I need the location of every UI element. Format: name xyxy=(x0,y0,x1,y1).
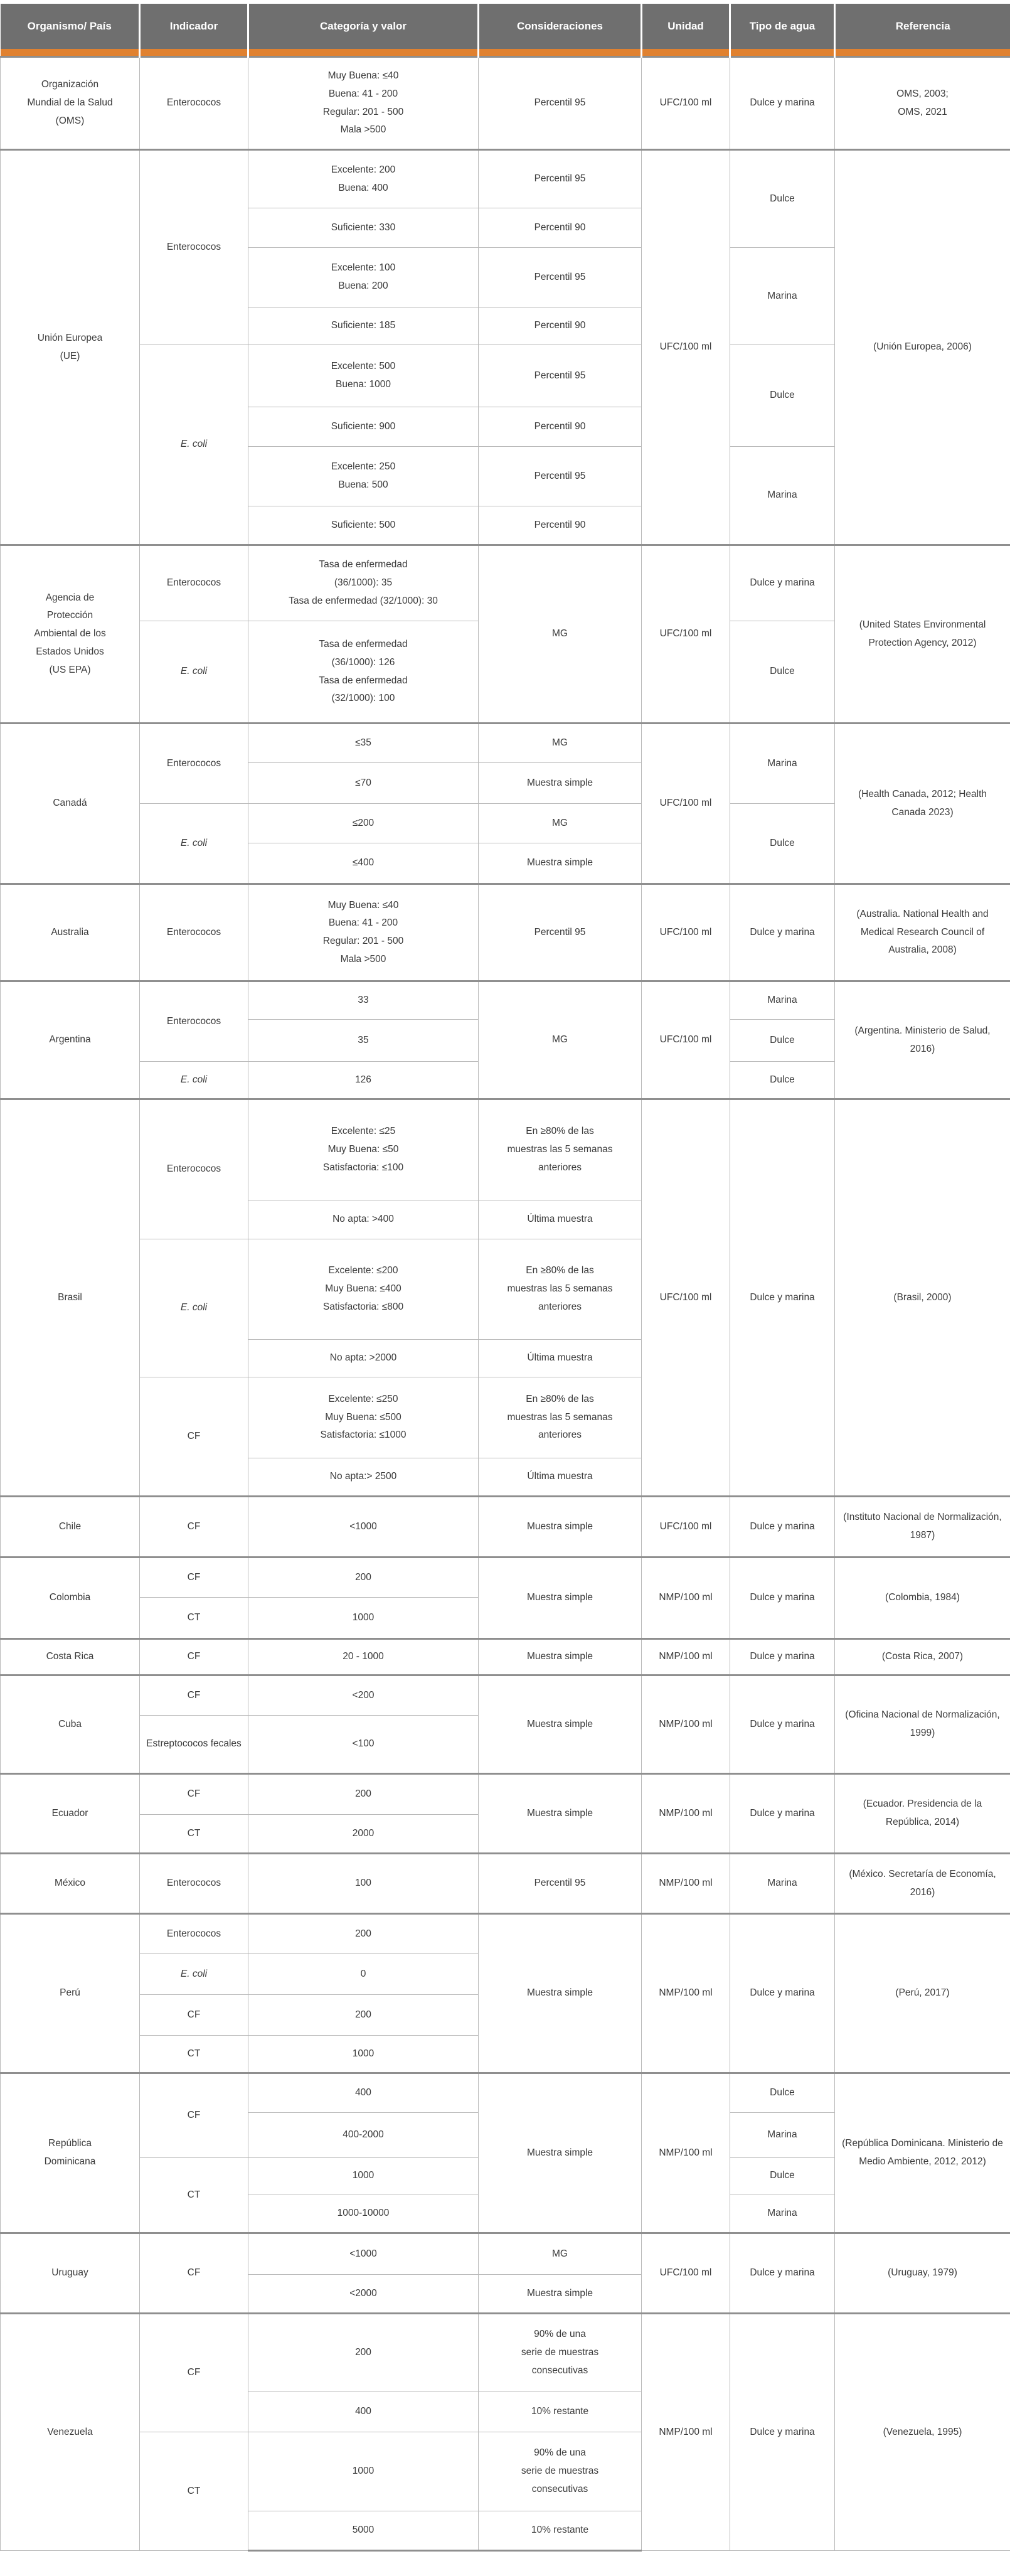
org-cell: Uruguay xyxy=(1,2233,140,2314)
org-cell: Venezuela xyxy=(1,2314,140,2551)
accent-stripe xyxy=(642,49,730,57)
table-cell: NMP/100 ml xyxy=(642,1854,730,1914)
table-cell: CF xyxy=(140,1558,248,1598)
table-cell: CF xyxy=(140,1995,248,2036)
table-cell: No apta:> 2500 xyxy=(248,1458,479,1497)
table-cell: Dulce y marina xyxy=(730,1774,835,1854)
table-cell: E. coli xyxy=(140,804,248,884)
table-cell: Dulce y marina xyxy=(730,1639,835,1675)
table-row xyxy=(1,545,1010,621)
table-cell: Suficiente: 330 xyxy=(248,208,479,248)
table-cell: Última muestra xyxy=(479,1458,642,1497)
table-cell: Enterococos xyxy=(140,981,248,1062)
table-cell: UFC/100 ml xyxy=(642,2233,730,2314)
table-cell: CF xyxy=(140,1774,248,1815)
reference-cell: (Argentina. Ministerio de Salud, 2016) xyxy=(835,981,1010,1099)
table-cell: NMP/100 ml xyxy=(642,1558,730,1639)
table-cell: NMP/100 ml xyxy=(642,2314,730,2551)
table-cell: Dulce y marina xyxy=(730,1558,835,1639)
table-cell: 20 - 1000 xyxy=(248,1639,479,1675)
table-cell: 1000-10000 xyxy=(248,2194,479,2233)
column-header: Referencia xyxy=(835,4,1010,49)
table-cell: Muestra simple xyxy=(479,1497,642,1558)
table-row xyxy=(1,1854,1010,1914)
table-cell: 200 xyxy=(248,1558,479,1598)
table-cell: En ≥80% de las muestras las 5 semanas anteriores xyxy=(479,1377,642,1458)
reference-cell: (Unión Europea, 2006) xyxy=(835,150,1010,545)
table-cell: <200 xyxy=(248,1675,479,1716)
table-cell: E. coli xyxy=(140,1239,248,1377)
table-cell: Percentil 95 xyxy=(479,345,642,407)
table-cell: E. coli xyxy=(140,621,248,724)
table-cell: Enterococos xyxy=(140,545,248,621)
table-cell: No apta: >2000 xyxy=(248,1340,479,1377)
table-cell: UFC/100 ml xyxy=(642,150,730,545)
table-cell: Muestra simple xyxy=(479,1639,642,1675)
column-header: Indicador xyxy=(140,4,248,49)
table-row xyxy=(1,1099,1010,1200)
table-cell: MG xyxy=(479,981,642,1099)
accent-stripe xyxy=(835,49,1010,57)
table-cell: 200 xyxy=(248,1914,479,1954)
column-header: Unidad xyxy=(642,4,730,49)
table-cell: Dulce y marina xyxy=(730,1497,835,1558)
table-cell: Percentil 90 xyxy=(479,307,642,345)
table-cell: UFC/100 ml xyxy=(642,57,730,150)
reference-cell: (Perú, 2017) xyxy=(835,1914,1010,2073)
table-cell: En ≥80% de las muestras las 5 semanas anteriores xyxy=(479,1239,642,1340)
table-cell: CT xyxy=(140,2432,248,2551)
table-cell: UFC/100 ml xyxy=(642,545,730,724)
table-cell: Suficiente: 185 xyxy=(248,307,479,345)
table-cell: 1000 xyxy=(248,2158,479,2194)
accent-stripe xyxy=(140,49,248,57)
org-cell: Chile xyxy=(1,1497,140,1558)
table-cell: Enterococos xyxy=(140,1914,248,1954)
table-cell: NMP/100 ml xyxy=(642,1639,730,1675)
table-cell: Dulce xyxy=(730,2158,835,2194)
table-cell: CF xyxy=(140,2314,248,2432)
accent-stripe xyxy=(730,49,835,57)
table-row xyxy=(1,2314,1010,2392)
reference-cell: (Instituto Nacional de Normalización, 1987) xyxy=(835,1497,1010,1558)
table-cell: Marina xyxy=(730,2194,835,2233)
table-cell: Excelente: ≤200 Muy Buena: ≤400 Satisfactoria: ≤800 xyxy=(248,1239,479,1340)
table-cell: Dulce xyxy=(730,621,835,724)
table-cell: Muestra simple xyxy=(479,843,642,884)
table-cell: No apta: >400 xyxy=(248,1200,479,1239)
table-cell: Excelente: 250 Buena: 500 xyxy=(248,447,479,506)
table-cell: Marina xyxy=(730,447,835,545)
page xyxy=(0,4,1010,2576)
reference-cell: (Venezuela, 1995) xyxy=(835,2314,1010,2551)
table-cell: 1000 xyxy=(248,2036,479,2073)
table-cell: NMP/100 ml xyxy=(642,2073,730,2233)
table-cell: Dulce xyxy=(730,1020,835,1062)
table-cell: NMP/100 ml xyxy=(642,1675,730,1774)
table-cell: Suficiente: 900 xyxy=(248,407,479,447)
org-cell: Unión Europea (UE) xyxy=(1,150,140,545)
table-row xyxy=(1,1774,1010,1815)
table-cell: CT xyxy=(140,2036,248,2073)
table-cell: UFC/100 ml xyxy=(642,981,730,1099)
org-cell: Cuba xyxy=(1,1675,140,1774)
table-cell: CF xyxy=(140,1377,248,1497)
org-cell: Canadá xyxy=(1,724,140,884)
table-cell: MG xyxy=(479,804,642,843)
accent-stripe xyxy=(479,49,642,57)
table-cell: Marina xyxy=(730,248,835,345)
table-cell: Última muestra xyxy=(479,1200,642,1239)
table-cell: CF xyxy=(140,1497,248,1558)
table-cell: Marina xyxy=(730,724,835,804)
table-cell: UFC/100 ml xyxy=(642,724,730,884)
table-cell: Percentil 95 xyxy=(479,150,642,208)
table-cell: En ≥80% de las muestras las 5 semanas anteriores xyxy=(479,1099,642,1200)
table-cell: Dulce xyxy=(730,1062,835,1099)
table-cell: Dulce xyxy=(730,345,835,447)
table-cell: CF xyxy=(140,1675,248,1716)
table-cell: <1000 xyxy=(248,1497,479,1558)
table-cell: Muestra simple xyxy=(479,1675,642,1774)
table-cell: MG xyxy=(479,2233,642,2275)
table-row xyxy=(1,1558,1010,1598)
table-row xyxy=(1,1914,1010,1954)
reference-cell: (United States Environmental Protection Agency, 2012) xyxy=(835,545,1010,724)
table-cell: Excelente: 500 Buena: 1000 xyxy=(248,345,479,407)
reference-cell: (México. Secretaría de Economía, 2016) xyxy=(835,1854,1010,1914)
table-cell: Percentil 95 xyxy=(479,57,642,150)
table-cell: Última muestra xyxy=(479,1340,642,1377)
accent-stripe xyxy=(1,49,140,57)
table-cell: Excelente: 200 Buena: 400 xyxy=(248,150,479,208)
table-cell: CF xyxy=(140,2073,248,2158)
table-cell: Dulce y marina xyxy=(730,1675,835,1774)
table-cell: Marina xyxy=(730,2113,835,2158)
table-cell: <2000 xyxy=(248,2275,479,2314)
table-row xyxy=(1,150,1010,208)
table-cell: 5000 xyxy=(248,2511,479,2551)
org-cell: Ecuador xyxy=(1,1774,140,1854)
table-cell: Tasa de enfermedad (36/1000): 35 Tasa de enfermedad (32/1000): 30 xyxy=(248,545,479,621)
table-cell: 33 xyxy=(248,981,479,1020)
table-cell: Muestra simple xyxy=(479,2275,642,2314)
table-cell: E. coli xyxy=(140,345,248,545)
table-cell: Tasa de enfermedad (36/1000): 126 Tasa de enfermedad (32/1000): 100 xyxy=(248,621,479,724)
table-cell: Percentil 95 xyxy=(479,248,642,307)
table-cell: Excelente: ≤25 Muy Buena: ≤50 Satisfactoria: ≤100 xyxy=(248,1099,479,1200)
org-cell: Australia xyxy=(1,884,140,981)
table-cell: UFC/100 ml xyxy=(642,1099,730,1497)
table-cell: Estreptococos fecales xyxy=(140,1716,248,1774)
table-cell: 1000 xyxy=(248,2432,479,2511)
org-cell: Brasil xyxy=(1,1099,140,1497)
table-row xyxy=(1,981,1010,1020)
table-cell: Enterococos xyxy=(140,1854,248,1914)
table-cell: Muestra simple xyxy=(479,1914,642,2073)
table-cell: CF xyxy=(140,1639,248,1675)
table-cell: Dulce y marina xyxy=(730,884,835,981)
table-cell: Percentil 95 xyxy=(479,884,642,981)
table-cell: 400 xyxy=(248,2392,479,2432)
org-cell: República Dominicana xyxy=(1,2073,140,2233)
table-cell: Enterococos xyxy=(140,724,248,804)
reference-cell: (República Dominicana. Ministerio de Medio Ambiente, 2012, 2012) xyxy=(835,2073,1010,2233)
table-cell: Enterococos xyxy=(140,884,248,981)
table-row xyxy=(1,1497,1010,1558)
table-cell: Dulce xyxy=(730,2073,835,2113)
table-cell: <100 xyxy=(248,1716,479,1774)
table-cell: Percentil 90 xyxy=(479,506,642,545)
org-cell: Costa Rica xyxy=(1,1639,140,1675)
table-cell: 126 xyxy=(248,1062,479,1099)
table-cell: NMP/100 ml xyxy=(642,1774,730,1854)
table-cell: Suficiente: 500 xyxy=(248,506,479,545)
table-row xyxy=(1,57,1010,150)
reference-cell: (Brasil, 2000) xyxy=(835,1099,1010,1497)
table-cell: ≤200 xyxy=(248,804,479,843)
table-cell: <1000 xyxy=(248,2233,479,2275)
table-cell: Enterococos xyxy=(140,57,248,150)
reference-cell: (Uruguay, 1979) xyxy=(835,2233,1010,2314)
table-cell: E. coli xyxy=(140,1062,248,1099)
table-cell: Enterococos xyxy=(140,150,248,345)
table-cell: ≤35 xyxy=(248,724,479,763)
column-header: Organismo/ País xyxy=(1,4,140,49)
table-cell: 1000 xyxy=(248,1598,479,1639)
reference-cell: (Colombia, 1984) xyxy=(835,1558,1010,1639)
table-cell: 35 xyxy=(248,1020,479,1062)
table-cell: MG xyxy=(479,724,642,763)
table-cell: Excelente: ≤250 Muy Buena: ≤500 Satisfactoria: ≤1000 xyxy=(248,1377,479,1458)
table-cell: 2000 xyxy=(248,1815,479,1854)
table-cell: ≤400 xyxy=(248,843,479,884)
table-cell: Percentil 90 xyxy=(479,208,642,248)
header-row xyxy=(1,4,1010,49)
table-cell: 200 xyxy=(248,2314,479,2392)
org-cell: Argentina xyxy=(1,981,140,1099)
table-cell: Percentil 95 xyxy=(479,1854,642,1914)
org-cell: México xyxy=(1,1854,140,1914)
table-cell: 90% de una serie de muestras consecutivas xyxy=(479,2432,642,2511)
table-cell: Muestra simple xyxy=(479,1558,642,1639)
table-cell: Muestra simple xyxy=(479,2073,642,2233)
column-header: Tipo de agua xyxy=(730,4,835,49)
reference-cell: OMS, 2003; OMS, 2021 xyxy=(835,57,1010,150)
column-header: Consideraciones xyxy=(479,4,642,49)
table-row xyxy=(1,2233,1010,2275)
table-cell: 10% restante xyxy=(479,2392,642,2432)
table-cell: Marina xyxy=(730,1854,835,1914)
table-cell: 10% restante xyxy=(479,2511,642,2551)
org-cell: Perú xyxy=(1,1914,140,2073)
table-cell: Dulce y marina xyxy=(730,57,835,150)
table-cell: Percentil 90 xyxy=(479,407,642,447)
reference-cell: (Health Canada, 2012; Health Canada 2023) xyxy=(835,724,1010,884)
table-cell: Dulce y marina xyxy=(730,545,835,621)
table-cell: Dulce xyxy=(730,150,835,248)
table-row xyxy=(1,724,1010,763)
table-cell: Muestra simple xyxy=(479,763,642,804)
org-cell: Organización Mundial de la Salud (OMS) xyxy=(1,57,140,150)
table-cell: Excelente: 100 Buena: 200 xyxy=(248,248,479,307)
reference-cell: (Ecuador. Presidencia de la República, 2014) xyxy=(835,1774,1010,1854)
reference-cell: (Oficina Nacional de Normalización, 1999) xyxy=(835,1675,1010,1774)
table-cell: CT xyxy=(140,1598,248,1639)
table-cell: 0 xyxy=(248,1954,479,1995)
table-cell: E. coli xyxy=(140,1954,248,1995)
table-row xyxy=(1,1675,1010,1716)
table-cell: ≤70 xyxy=(248,763,479,804)
table-cell: Dulce y marina xyxy=(730,1914,835,2073)
table-cell: Muy Buena: ≤40 Buena: 41 - 200 Regular: 201 - 500 Mala >500 xyxy=(248,57,479,150)
table-cell: CT xyxy=(140,2158,248,2233)
table-cell: 200 xyxy=(248,1774,479,1815)
table-cell: NMP/100 ml xyxy=(642,1914,730,2073)
table-cell: UFC/100 ml xyxy=(642,1497,730,1558)
water-quality-standards-table xyxy=(0,4,1010,2552)
reference-cell: (Costa Rica, 2007) xyxy=(835,1639,1010,1675)
table-cell: 400 xyxy=(248,2073,479,2113)
table-cell: Enterococos xyxy=(140,1099,248,1239)
table-cell: Percentil 95 xyxy=(479,447,642,506)
table-cell: UFC/100 ml xyxy=(642,884,730,981)
column-header: Categoría y valor xyxy=(248,4,479,49)
table-cell: Dulce y marina xyxy=(730,2233,835,2314)
table-cell: Muestra simple xyxy=(479,1774,642,1854)
table-cell: Dulce y marina xyxy=(730,2314,835,2551)
accent-stripe xyxy=(248,49,479,57)
org-cell: Colombia xyxy=(1,1558,140,1639)
table-cell: 100 xyxy=(248,1854,479,1914)
table-row xyxy=(1,2073,1010,2113)
table-row xyxy=(1,884,1010,981)
table-cell: Dulce y marina xyxy=(730,1099,835,1497)
table-row xyxy=(1,1639,1010,1675)
table-cell: CT xyxy=(140,1815,248,1854)
table-cell: CF xyxy=(140,2233,248,2314)
org-cell: Agencia de Protección Ambiental de los Estados Unidos (US EPA) xyxy=(1,545,140,724)
table-cell: Dulce xyxy=(730,804,835,884)
table-cell: 400-2000 xyxy=(248,2113,479,2158)
table-cell: 90% de una serie de muestras consecutivas xyxy=(479,2314,642,2392)
reference-cell: (Australia. National Health and Medical Research Council of Australia, 2008) xyxy=(835,884,1010,981)
table-cell: MG xyxy=(479,545,642,724)
accent-stripe-row xyxy=(1,49,1010,57)
table-cell: Muy Buena: ≤40 Buena: 41 - 200 Regular: 201 - 500 Mala >500 xyxy=(248,884,479,981)
table-cell: Marina xyxy=(730,981,835,1020)
table-cell: 200 xyxy=(248,1995,479,2036)
